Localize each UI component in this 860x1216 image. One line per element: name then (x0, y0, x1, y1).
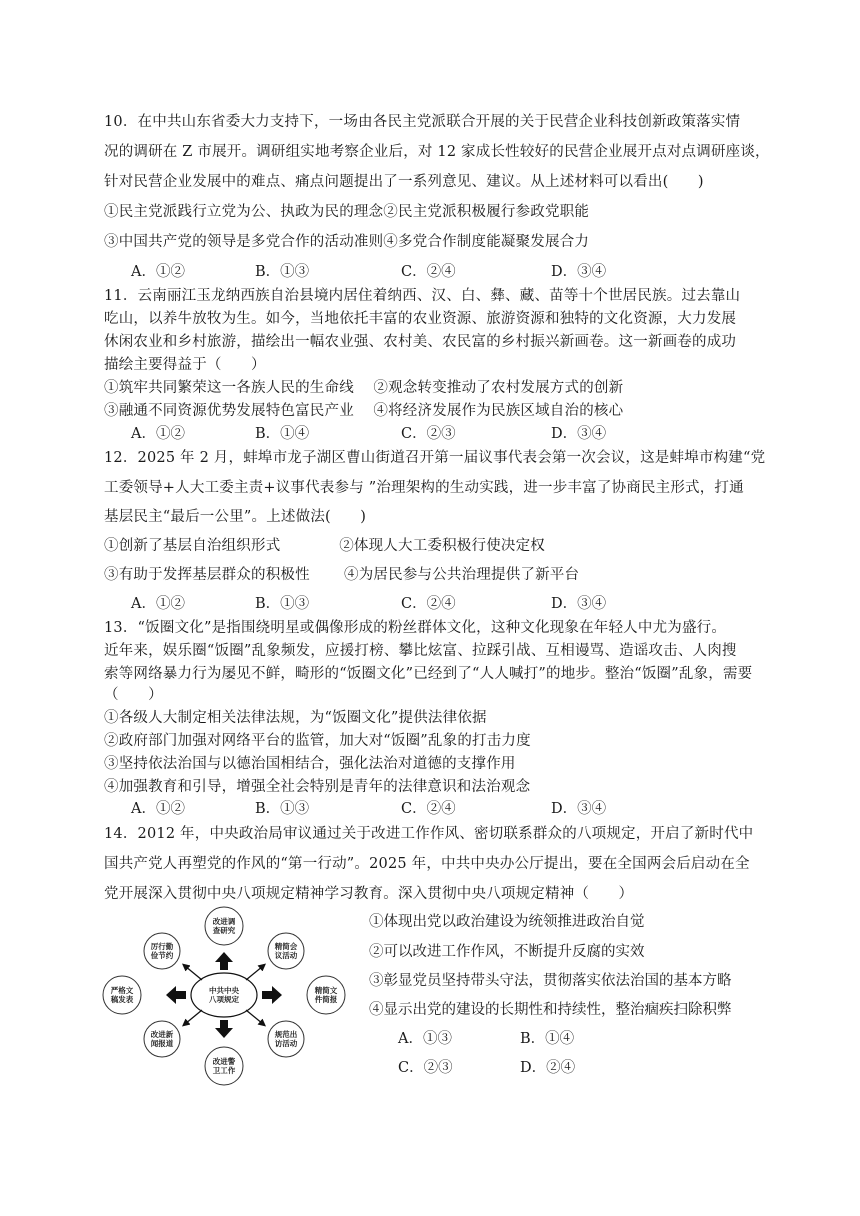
option-c[interactable]: C．②④ (401, 264, 456, 280)
question-12-stem-line: 12．2025 年 2 月，蚌埠市龙子湖区曹山街道召开第一届议事代表会第一次会议，这是蚌埠市构建“党 (104, 450, 766, 466)
question-12-statement-line: ①创新了基层自治组织形式 ②体现人大工委积极行使决定权 (104, 538, 545, 554)
question-14-options-row-2 (398, 1056, 698, 1076)
question-11-statement-line: ①筑牢共同繁荣这一各族人民的生命线 ②观念转变推动了农村发展方式的创新 (104, 380, 624, 396)
option-b[interactable]: B．①④ (520, 1031, 575, 1047)
question-13-statement-line: ④加强教育和引导，增强全社会特别是青年的法律意识和法治观念 (104, 779, 531, 795)
question-13-stem-line: 近年来，娱乐圈“饭圈”乱象频发，应援打榜、攀比炫富、拉踩引战、互相谩骂、造谣攻击、人肉搜 (104, 643, 737, 659)
option-d[interactable]: D．③④ (551, 264, 607, 280)
question-13-statement-line: ③坚持依法治国与以德治国相结合，强化法治对道德的支撑作用 (104, 756, 516, 772)
question-11-statement-line: ③融通不同资源优势发展特色富民产业 ④将经济发展作为民族区域自治的核心 (104, 403, 624, 419)
question-11-options (131, 422, 771, 442)
diagram-node-bottom-right: 规范出 访活动 (274, 1030, 298, 1048)
option-a[interactable]: A．①③ (398, 1031, 452, 1047)
option-d[interactable]: D．③④ (551, 801, 607, 817)
option-d[interactable]: D．③④ (551, 596, 607, 612)
diagram-node-bottom-left: 改进新 闻报道 (150, 1030, 174, 1048)
diagram-node-right: 精简文 件简报 (314, 986, 338, 1004)
question-14-stem-line: 14．2012 年，中央政治局审议通过关于改进工作作风、密切联系群众的八项规定，开启了新时代中 (104, 826, 754, 842)
option-b[interactable]: B．①④ (255, 426, 310, 442)
question-13-statement-line: ①各级人大制定相关法律法规，为“饭圈文化”提供法律依据 (104, 710, 487, 726)
option-c[interactable]: C．②④ (401, 596, 456, 612)
option-c[interactable]: C．②③ (398, 1060, 453, 1076)
option-d[interactable]: D．③④ (551, 426, 607, 442)
question-13-stem-line: 索等网络暴力行为屡见不鲜，畸形的“饭圈文化”已经到了“人人喊打”的地步。整治“饭圈”乱象，需要 (104, 666, 753, 682)
question-10-statement-line: ①民主党派践行立党为公、执政为民的理念②民主党派积极履行参政党职能 (104, 204, 590, 220)
question-14-options-row-1 (398, 1027, 698, 1047)
question-14-statement-line: ②可以改进工作作风，不断提升反腐的实效 (369, 944, 645, 960)
question-13-stem-line: （ ） (104, 687, 163, 703)
question-10-statement-line: ③中国共产党的领导是多党合作的活动准则④多党合作制度能凝聚发展合力 (104, 234, 590, 250)
question-11-stem-line: 休闲农业和乡村旅游，描绘出一幅农业强、农村美、农民富的乡村振兴新画卷。这一新画卷的成功 (104, 334, 737, 350)
question-10-stem-line: 10．在中共山东省委大力支持下，一场由各民主党派联合开展的关于民营企业科技创新政策落实情 (104, 114, 741, 130)
question-13-stem-line: 13．“饭圈文化”是指围绕明星或偶像形成的粉丝群体文化，这种文化现象在年轻人中尤为盛行。 (104, 620, 727, 636)
option-c[interactable]: C．②④ (401, 801, 456, 817)
eight-provisions-diagram (100, 906, 348, 1088)
option-d[interactable]: D．②④ (520, 1060, 576, 1076)
question-12-stem-line: 工委领导+人大工委主责+议事代表参与 ”治理架构的生动实践，进一步丰富了协商民主形式，打通 (104, 480, 744, 496)
question-12-statement-line: ③有助于发挥基层群众的积极性 ④为居民参与公共治理提供了新平台 (104, 567, 580, 583)
question-14-statement-line: ①体现出党以政治建设为统领推进政治自觉 (369, 914, 645, 930)
diagram-node-left: 严格文 稿发表 (110, 986, 134, 1004)
question-13-options (131, 797, 771, 817)
question-11-stem-line: 11．云南丽江玉龙纳西族自治县境内居住着纳西、汉、白、彝、藏、苗等十个世居民族。过去靠山 (104, 288, 741, 304)
question-10-stem-line: 针对民营企业发展中的难点、痛点问题提出了一系列意见、建议。从上述材料可以看出( ) (104, 174, 704, 190)
question-12-options (131, 592, 771, 612)
question-14-stem-line: 国共产党人再塑党的作风的“第一行动”。2025 年，中共中央办公厅提出，要在全国两会后启动在全 (104, 856, 750, 872)
question-14-statement-line: ④显示出党的建设的长期性和持续性，整治痼疾扫除积弊 (369, 1002, 732, 1018)
option-a[interactable]: A．①② (131, 801, 185, 817)
question-14-stem-line: 党开展深入贯彻中央八项规定精神学习教育。深入贯彻中央八项规定精神（ ） (104, 886, 634, 902)
question-10-options (131, 260, 771, 280)
diagram-node-bottom: 改进警 卫工作 (212, 1057, 236, 1075)
option-a[interactable]: A．①② (131, 264, 185, 280)
option-c[interactable]: C．②③ (401, 426, 456, 442)
diagram-node-top-left: 厉行勤 俭节约 (150, 942, 174, 960)
diagram-node-top: 改进调 查研究 (212, 917, 236, 935)
question-12-stem-line: 基层民主“最后一公里”。上述做法( ) (104, 509, 367, 525)
question-13-statement-line: ②政府部门加强对网络平台的监管，加大对“饭圈”乱象的打击力度 (104, 733, 531, 749)
option-b[interactable]: B．①③ (255, 596, 310, 612)
diagram-center-label: 中共中央 八项规定 (209, 986, 239, 1004)
option-a[interactable]: A．①② (131, 426, 185, 442)
option-b[interactable]: B．①③ (255, 801, 310, 817)
question-11-stem-line: 吃山，以养牛放牧为生。如今，当地依托丰富的农业资源、旅游资源和独特的文化资源，大力发展 (104, 311, 737, 327)
question-11-stem-line: 描绘主要得益于（ ） (104, 357, 266, 373)
diagram-node-top-right: 精简会 议活动 (274, 942, 298, 960)
question-14-statement-line: ③彰显党员坚持带头守法，贯彻落实依法治国的基本方略 (369, 973, 732, 989)
option-a[interactable]: A．①② (131, 596, 185, 612)
question-10-stem-line: 况的调研在 Z 市展开。调研组实地考察企业后，对 12 家成长性较好的民营企业展开点对点调研座谈， (104, 144, 770, 160)
option-b[interactable]: B．①③ (255, 264, 310, 280)
